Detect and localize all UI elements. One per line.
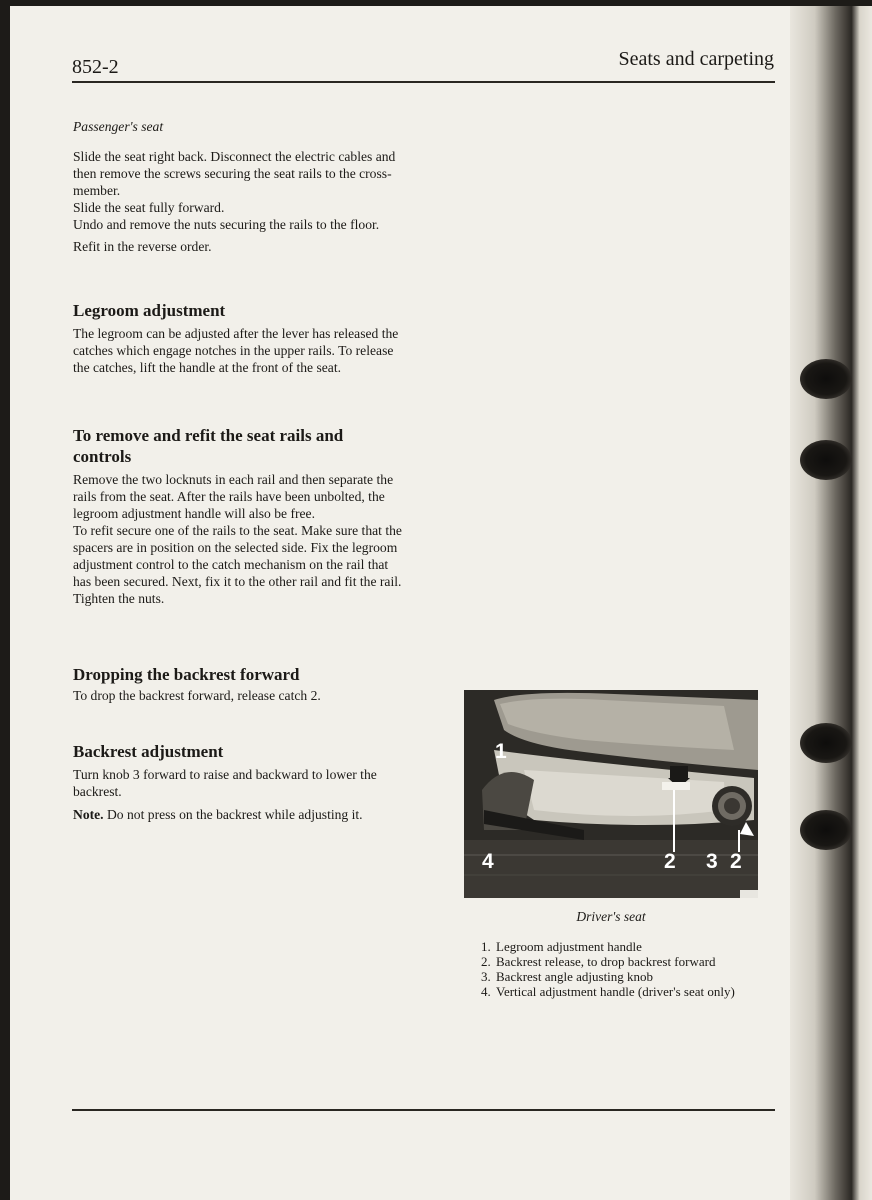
binding-shadow bbox=[790, 6, 872, 1200]
passenger-seat-p2: Slide the seat fully forward. bbox=[73, 200, 225, 215]
rails-p1: Remove the two locknuts in each rail and then separate the rails from the seat. After the rails have been unbolted, the legroom adjustment handle will also be free. bbox=[73, 472, 394, 521]
figure-legend bbox=[478, 939, 808, 999]
passenger-seat-section bbox=[73, 118, 403, 255]
backrest-drop-heading: Dropping the backrest forward bbox=[73, 665, 300, 684]
backrest-adjust-section bbox=[73, 741, 403, 823]
backrest-adjust-body: Turn knob 3 forward to raise and backward to lower the backrest. bbox=[73, 767, 377, 799]
punch-hole bbox=[800, 359, 852, 399]
punch-hole bbox=[800, 723, 852, 763]
figure-label-3: 3 bbox=[706, 850, 718, 873]
figure-label-2b: 2 bbox=[730, 850, 742, 873]
footer-rule bbox=[72, 1109, 775, 1111]
seat-photo bbox=[464, 690, 758, 898]
punch-hole bbox=[800, 440, 852, 480]
rails-heading: To remove and refit the seat rails and controls bbox=[73, 426, 344, 466]
page-number: 852-2 bbox=[72, 56, 119, 78]
backrest-drop-body: To drop the backrest forward, release catch 2. bbox=[73, 688, 321, 703]
legend-item: 2. Backrest release, to drop backrest forward bbox=[494, 954, 808, 969]
passenger-seat-p1: Slide the seat right back. Disconnect the electric cables and then remove the screws securing the seat rails to the cross-member. bbox=[73, 149, 396, 198]
figure-label-2: 2 bbox=[664, 850, 676, 873]
legroom-section bbox=[73, 300, 403, 376]
figure-label-1: 1 bbox=[495, 740, 507, 763]
figure-caption: Driver's seat bbox=[576, 909, 646, 924]
legend-item: 4. Vertical adjustment handle (driver's seat only) bbox=[494, 984, 808, 999]
passenger-seat-p3: Undo and remove the nuts securing the rails to the floor. bbox=[73, 217, 380, 232]
punch-hole bbox=[800, 810, 852, 850]
note-text: Do not press on the backrest while adjusting it. bbox=[106, 807, 363, 822]
note-label: Note. bbox=[73, 807, 104, 822]
legend-item: 3. Backrest angle adjusting knob bbox=[494, 969, 808, 984]
backrest-drop-section bbox=[73, 664, 403, 704]
rails-p2: To refit secure one of the rails to the seat. Make sure that the spacers are in position on the selected side. Fix the legroom adjustment control to the catch mechanism on the rail that has been secured. Next, fix it to the other rail and fit the rail. Tighten the nuts. bbox=[73, 523, 402, 606]
legroom-heading: Legroom adjustment bbox=[73, 301, 226, 320]
backrest-note bbox=[73, 806, 403, 823]
passenger-seat-p4: Refit in the reverse order. bbox=[73, 239, 212, 254]
passenger-seat-heading: Passenger's seat bbox=[73, 119, 164, 134]
legend-item: 1. Legroom adjustment handle bbox=[494, 939, 808, 954]
backrest-adjust-heading: Backrest adjustment bbox=[73, 742, 224, 761]
legroom-body: The legroom can be adjusted after the lever has released the catches which engage notches in the upper rails. To release the catches, lift the handle at the front of the seat. bbox=[73, 326, 399, 375]
figure-label-4: 4 bbox=[482, 850, 494, 873]
rails-section bbox=[73, 425, 403, 607]
header-rule bbox=[72, 81, 775, 83]
section-title: Seats and carpeting bbox=[618, 48, 774, 70]
